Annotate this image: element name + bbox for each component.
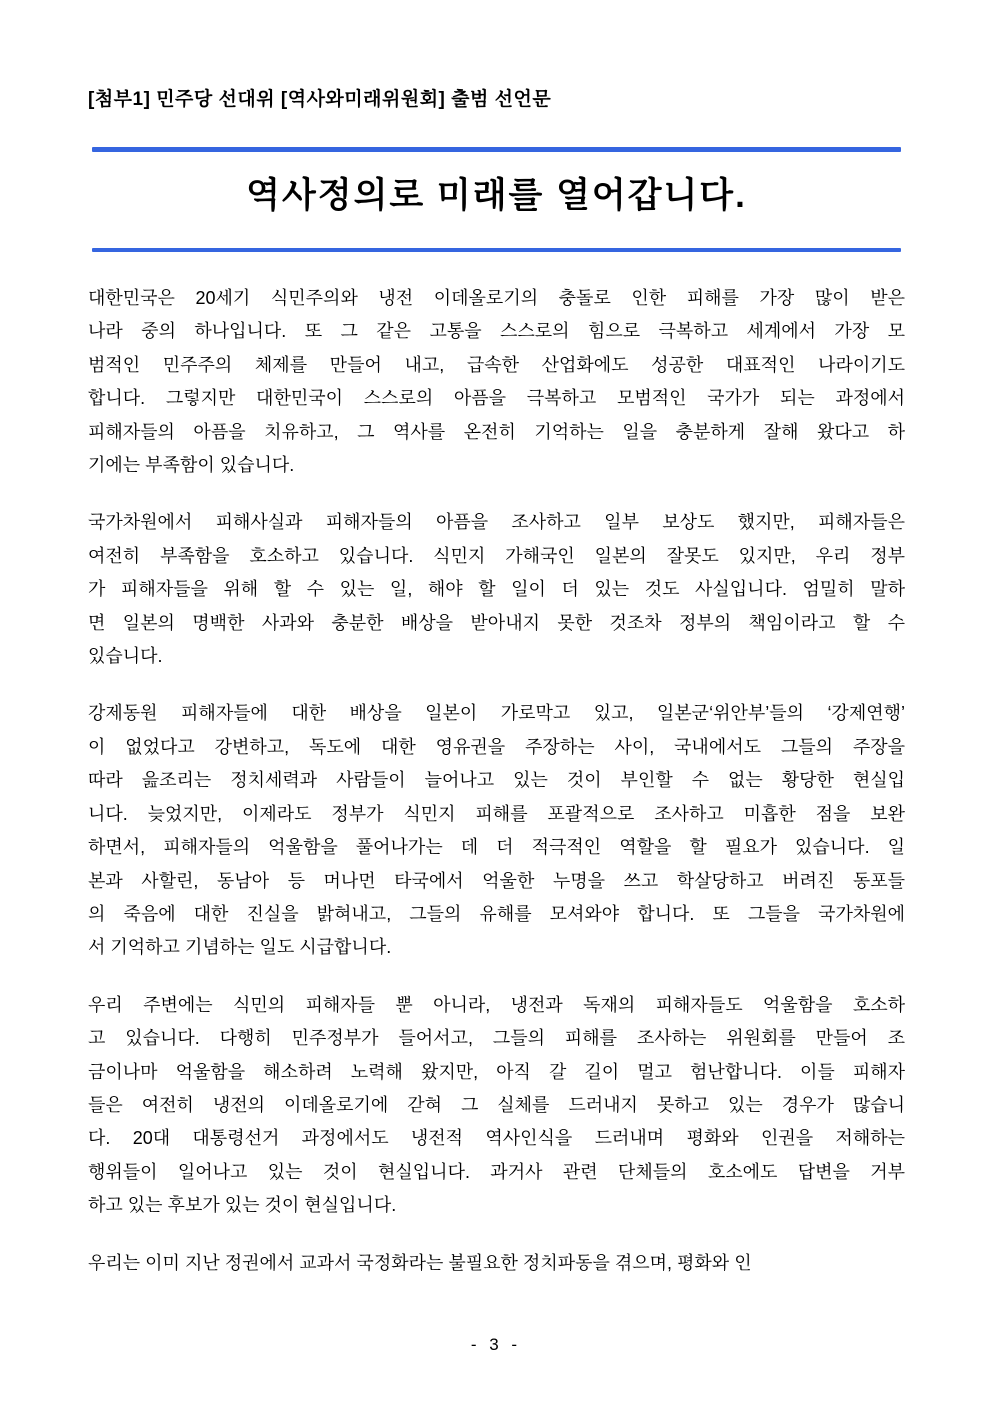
text-line: 있습니다. [88,646,163,667]
text-line: 니다. 늦었지만, 이제라도 정부가 식민지 피해를 포괄적으로 조사하고 미흡한 점을 보완 [88,803,905,824]
text-line: 의 죽음에 대한 진실을 밝혀내고, 그들의 유해를 모셔와야 합니다. 또 그들을 국가차원에 [88,903,905,924]
text-line: 국가차원에서 피해사실과 피해자들의 아픔을 조사하고 일부 보상도 했지만, 피해자들은 [88,512,905,533]
title-rule-top [92,147,901,152]
attachment-header: [첨부1] 민주당 선대위 [역사와미래위원회] 출범 선언문 [88,89,552,110]
text-line: 피해자들의 아픔을 치유하고, 그 역사를 온전히 기억하는 일을 충분하게 잘해 왔다고 하 [88,421,905,442]
paragraph [88,697,905,964]
text-line: 대한민국은 20세기 식민주의와 냉전 이데올로기의 충돌로 인한 피해를 가장 많이 받은 [88,288,905,308]
text-line: 우리는 이미 지난 정권에서 교과서 국정화라는 불필요한 정치파동을 겪으며, 평화와 인 [88,1252,752,1273]
text-line: 우리 주변에는 식민의 피해자들 뿐 아니라, 냉전과 독재의 피해자들도 억울함을 호소하 [88,994,905,1015]
text-line: 나라 중의 하나입니다. 또 그 같은 고통을 스스로의 힘으로 극복하고 세계에서 가장 모 [88,321,905,342]
text-line: 서 기억하고 기념하는 일도 시급합니다. [88,937,392,958]
document-body [88,282,905,1280]
text-line: 따라 읊조리는 정치세력과 사람들이 늘어나고 있는 것이 부인할 수 없는 황당한 현실입 [88,770,905,791]
document-content [0,84,992,1280]
text-line: 고 있습니다. 다행히 민주정부가 들어서고, 그들의 피해를 조사하는 위원회를 만들어 조 [88,1028,905,1049]
text-line: 행위들이 일어나고 있는 것이 현실입니다. 과거사 관련 단체들의 호소에도 답변을 거부 [88,1161,905,1182]
text-line: 하고 있는 후보가 있는 것이 현실입니다. [88,1195,397,1216]
text-line: 다. 20대 대통령선거 과정에서도 냉전적 역사인식을 드러내며 평화와 인권을 저해하는 [88,1128,905,1149]
text-line: 강제동원 피해자들에 대한 배상을 일본이 가로막고 있고, 일본군‘위안부’들의 ‘강제연행’ [88,703,905,724]
text-line: 이 없었다고 강변하고, 독도에 대한 영유권을 주장하는 사이, 국내에서도 그들의 주장을 [88,736,905,757]
paragraph [88,989,905,1223]
paragraph [88,282,905,482]
text-line: 합니다. 그렇지만 대한민국이 스스로의 아픔을 극복하고 모범적인 국가가 되는 과정에서 [88,388,905,409]
text-line: 여전히 부족함을 호소하고 있습니다. 식민지 가해국인 일본의 잘못도 있지만, 우리 정부 [88,545,905,566]
text-line: 범적인 민주주의 체제를 만들어 내고, 급속한 산업화에도 성공한 대표적인 나라이기도 [88,354,905,375]
title-rule-bottom [92,248,901,252]
page-title: 역사정의로 미래를 열어갑니다. [246,176,747,215]
text-line: 들은 여전히 냉전의 이데올로기에 갇혀 그 실체를 드러내지 못하고 있는 경우가 많습니 [88,1094,905,1115]
text-line: 하면서, 피해자들의 억울함을 풀어나가는 데 더 적극적인 역할을 할 필요가 있습니다. 일 [88,837,905,858]
text-line: 가 피해자들을 위해 할 수 있는 일, 해야 할 일이 더 있는 것도 사실입니다. 엄밀히 말하 [88,579,905,600]
text-line: 기에는 부족함이 있습니다. [88,455,295,476]
text-line: 면 일본의 명백한 사과와 충분한 배상을 받아내지 못한 것조차 정부의 책임이라고 할 수 [88,612,905,633]
text-line: 본과 사할린, 동남아 등 머나먼 타국에서 억울한 누명을 쓰고 학살당하고 버려진 동포들 [88,870,905,891]
page-number: - 3 - [470,1335,522,1354]
paragraph [88,506,905,673]
paragraph [88,1247,905,1280]
text-line: 금이나마 억울함을 해소하려 노력해 왔지만, 아직 갈 길이 멀고 험난합니다. 이들 피해자 [88,1061,905,1082]
